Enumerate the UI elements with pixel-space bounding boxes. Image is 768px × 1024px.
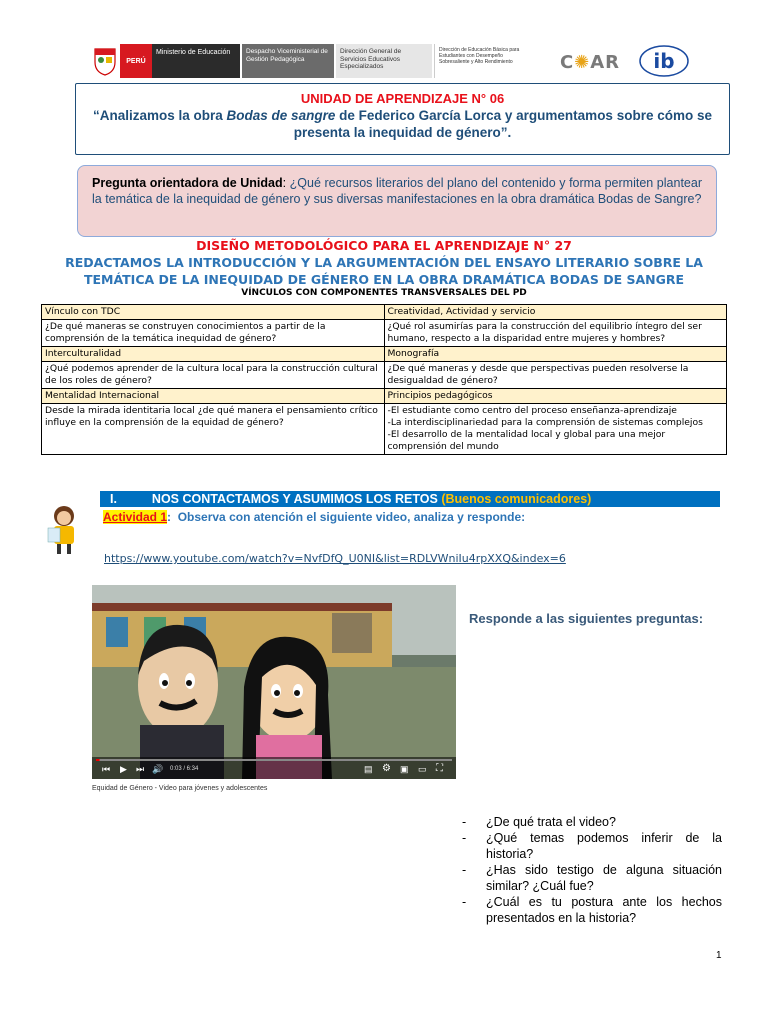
guiding-question-label: Pregunta orientadora de Unidad [92,176,283,190]
design-title: DISEÑO METODOLÓGICO PARA EL APRENDIZAJE N° 27 [196,238,572,253]
next-icon[interactable]: ⏭ [136,764,145,774]
unit-title: UNIDAD DE APRENDIZAJE N° 06 [300,91,505,106]
table-cell: Monografía [384,347,727,362]
subtitles-icon[interactable]: ▤ [364,764,373,774]
section-title: NOS CONTACTAMOS Y ASUMIMOS LOS RETOS [151,492,438,506]
peru-coat-of-arms-icon [90,44,120,78]
coar-logo: C ✺ AR [559,51,621,73]
svg-text:ib: ib [653,49,675,73]
table-cell: ¿Qué rol asumirías para la construcción del equilibrio íntegro del ser humano, respecto a la disparidad entre mujeres y hombres? [384,320,727,347]
prev-icon[interactable]: ⏮ [102,764,111,774]
table-cell: Principios pedagógicos [384,389,727,404]
list-item: - ¿De qué trata el video? [462,814,722,830]
question-text: ¿Qué temas podemos inferir de la historia? [486,831,722,861]
video-caption: Equidad de Género - Video para jóvenes y adolescentes [92,785,268,792]
questions-list [462,814,722,926]
section-number: I. [110,492,117,506]
design-subtitle: REDACTAMOS LA INTRODUCCIÓN Y LA ARGUMENTACIÓN DEL ENSAYO LITERARIO SOBRE LA TEMÁTICA DE LA INEQUIDAD DE GÉNERO EN LA OBRA DRAMÁTICA BODAS DE SANGRE [65,255,703,287]
unit-subtitle-part1: “Analizamos la obra [93,108,227,123]
table-row [42,320,727,347]
direccion-general-label: Dirección General de Servicios Educativos Especializados [336,44,432,78]
table-cell: Desde la mirada identitaria local ¿de qué manera el pensamiento crítico influye en la comprensión de la equidad de género? [42,404,385,455]
ib-logo [638,44,690,76]
table-row [42,389,727,404]
table-cell: Creatividad, Actividad y servicio [384,305,727,320]
table-cell: Vínculo con TDC [42,305,385,320]
direccion-basica-label: Dirección de Educación Básica para Estudiantes con Desempeño Sobresaliente y Alto Rendimiento [434,44,530,78]
video-link[interactable]: https://www.youtube.com/watch?v=NvfDfQ_U0NI&list=RDLVWniIu4rpXXQ&index=6 [104,552,566,565]
guiding-question-text: ¿Qué recursos literarios del plano del contenido y forma permiten plantear la temática de la inequidad de género y sus diversas manifestaciones en la obra dramática Bodas de Sangre? [92,176,702,206]
table-cell: ¿De qué maneras se construyen conocimientos a partir de la comprensión de la temática inequidad de género? [42,320,385,347]
question-text: ¿De qué trata el video? [486,815,616,829]
transversal-components-table [41,304,727,455]
guiding-question-box: Pregunta orientadora de Unidad: ¿Qué recursos literarios del plano del contenido y forma permiten plantear la temática de la inequidad de género y sus diversas manifestaciones en la obra dramática Bodas de Sangre? [77,165,717,237]
miniplayer-icon[interactable]: ▣ [400,764,409,774]
table-cell: ¿De qué maneras y desde que perspectivas pueden resolverse la desigualdad de género? [384,362,727,389]
table-cell: -El estudiante como centro del proceso enseñanza-aprendizaje -La interdisciplinariedad para la comprensión de sistemas complejos -El desarrollo de la mentalidad local y global para una mejor comprensión del mundo [384,404,727,455]
page-number: 1 [716,950,722,961]
table-row [42,404,727,455]
video-player[interactable] [92,585,456,779]
section-heading [100,491,720,507]
activity-separator: : [167,510,172,524]
design-heading [40,238,728,299]
settings-gear-icon[interactable]: ⚙ [382,763,391,774]
despacho-label: Despacho Viceministerial de Gestión Pedagógica [242,44,334,78]
volume-icon[interactable]: 🔊 [152,764,164,774]
unit-box [75,83,730,155]
teacher-character-icon [46,502,86,556]
table-row [42,305,727,320]
section-tag: (Buenos comunicadores) [441,492,592,506]
activity-text: Observa con atención el siguiente video, analiza y responde: [177,510,526,524]
list-item: - ¿Cuál es tu postura ante los hechos presentados en la historia? [462,895,722,925]
table-cell: Mentalidad Internacional [42,389,385,404]
table-row [42,347,727,362]
ministry-label: Ministerio de Educación [152,44,240,78]
question-text: ¿Cuál es tu postura ante los hechos presentados en la historia? [486,895,722,925]
video-time: 0:03 / 6:34 [170,766,199,772]
list-item: - ¿Has sido testigo de alguna situación similar? ¿Cuál fue? [462,863,722,893]
header-logo-strip [90,44,540,78]
table-cell: ¿Qué podemos aprender de la cultura local para la construcción cultural de los roles de género? [42,362,385,389]
links-title: VÍNCULOS CON COMPONENTES TRANSVERSALES DEL PD [241,288,527,298]
play-icon[interactable]: ▶ [120,764,127,774]
table-row [42,362,727,389]
peru-label: PERÚ [120,44,152,78]
fullscreen-icon[interactable]: ⛶ [436,763,443,774]
unit-subtitle-italic: Bodas de sangre [226,108,336,123]
respond-title: Responde a las siguientes preguntas: [469,611,704,626]
question-text: ¿Has sido testigo de alguna situación similar? ¿Cuál fue? [486,863,722,893]
table-cell: Interculturalidad [42,347,385,362]
unit-subtitle-part2: de Federico García Lorca y argumentamos sobre cómo se presenta la inequidad de género”. [293,108,712,140]
activity-label: Actividad 1 [103,510,168,524]
theater-icon[interactable]: ▭ [418,764,427,774]
list-item: - ¿Qué temas podemos inferir de la historia? [462,831,722,861]
unit-subtitle [76,107,729,141]
activity-line [103,510,525,524]
